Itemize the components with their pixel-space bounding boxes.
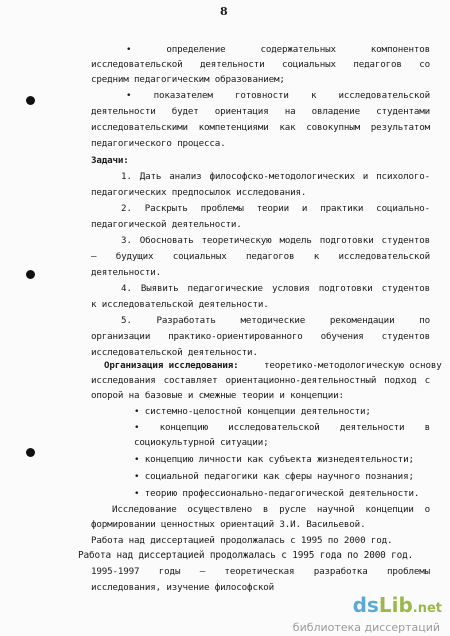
text-line: опорой на базовые и смежные теории и концепции: [91,390,344,401]
list-item: • теорию профессионально-педагогической деятельности. [134,488,420,499]
text-line: педагогического процесса. [91,138,226,149]
dslib-logo [353,592,442,618]
text-line: 2. Раскрыть проблемы теории и практики социально- [121,203,430,214]
text-line: Работа над диссертацией продолжалась с 1995 по 2000 год. [91,535,393,546]
text-line: • показателем готовности к исследовательской [126,90,430,101]
text-line: организации практико-ориентированного обучения студентов [91,331,430,342]
binder-hole-mark [26,270,35,279]
logo-ds: ds [352,593,379,617]
text-line: исследовательской деятельности. [91,347,258,358]
text-line: средним педагогическим образованием; [91,74,285,85]
text-line: формировании ценностных ориентаций З.И. Васильевой. [91,519,366,530]
text-line: педагогических предпосылок исследования. [91,187,307,198]
list-item: • концепцию исследовательской деятельности в [134,422,430,433]
text-line: 1995-1997 годы – теоретическая разработка проблемы [91,566,430,577]
text-line: Работа над диссертацией продолжалась с 1995 года по 2000 год. [78,550,414,561]
text-line: педагогической деятельности. [91,219,242,230]
text-line: • определение содержательных компонентов [126,44,430,55]
text-line: Исследование осуществлено в русле научной концепции о [112,504,430,515]
text-line: деятельности. [91,267,161,278]
text-line: к исследовательской деятельности. [91,299,269,310]
text-line: исследовательской деятельности социальных педагогов со [91,59,430,70]
list-item: • социальной педагогики как сферы научного познания; [134,471,414,482]
section-heading-organization: Организация исследования: [104,360,239,371]
section-heading-tasks: Задачи: [91,155,129,166]
list-item: • концепцию личности как субъекта жизнедеятельности; [134,454,414,465]
text-line: исследовательскими компетенциями как совокупным результатом [91,122,430,133]
text-line: деятельности будет ориентация на овладение студентами [91,106,430,117]
text-line: 4. Выявить педагогические условия подготовки студентов [121,283,430,294]
text-line: теоретико-методологическую основу [264,360,442,371]
logo-caption: библиотека диссертаций [292,621,440,634]
text-line: социокультурной ситуации; [134,437,269,448]
binder-hole-mark [26,96,35,105]
text-line: исследования, изучение философской [91,582,274,593]
text-line: – будущих социальных педагогов к исследовательской [91,251,430,262]
list-item: • системно-целостной концепции деятельности; [134,406,371,417]
text-line: 5. Разработать методические рекомендации по [121,315,430,326]
logo-net: .net [412,601,442,616]
text-line: 1. Дать анализ философско-методологических и психолого- [121,171,430,182]
logo-lib: Lib [378,593,413,617]
page-number: 8 [220,5,228,18]
text-line: исследования составляет ориентационно-деятельностный подход с [91,375,430,386]
text-line: 3. Обосновать теоретическую модель подготовки студентов [121,235,430,246]
binder-hole-mark [26,448,35,457]
